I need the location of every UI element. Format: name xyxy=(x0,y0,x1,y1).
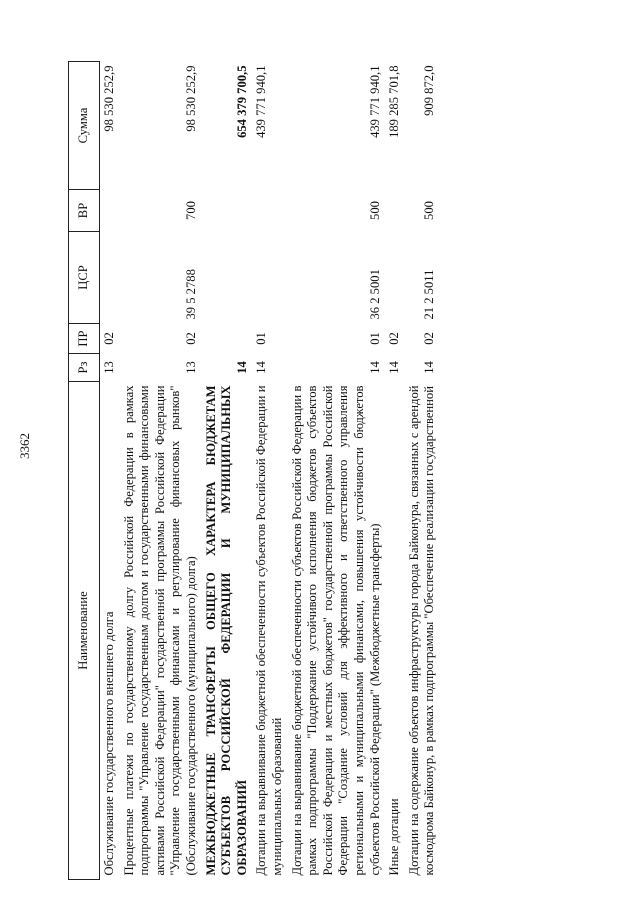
row-vr xyxy=(100,190,120,232)
row-sum: 98 530 252,9 xyxy=(102,65,116,132)
table-row xyxy=(252,62,287,880)
table-row xyxy=(100,62,120,880)
row-rz: 14 xyxy=(234,361,249,374)
header-pr: ПР xyxy=(69,324,100,354)
row-name: Процентные платежи по государственному долгу Российской Федерации в рамках подпрограммы "Управление государственным долгом и государственными финансовыми активами Российской Федерации" государственной программы Российской Федерации "Управление государственными финансами и регулирование финансовых рынков" (Обслуживание государственного (муниципального) долга) xyxy=(121,385,198,876)
row-rz: 14 xyxy=(254,361,269,374)
row-sum: 439 771 940,1 xyxy=(254,65,269,138)
row-vr: 500 xyxy=(367,201,382,220)
row-csr xyxy=(100,232,120,324)
table-row xyxy=(120,62,202,880)
row-name: Иные дотации xyxy=(387,798,402,876)
header-vr: ВР xyxy=(69,190,100,232)
row-vr xyxy=(385,190,405,232)
row-name: МЕЖБЮДЖЕТНЫЕ ТРАНСФЕРТЫ ОБЩЕГО ХАРАКТЕРА БЮДЖЕТАМ СУБЪЕКТОВ РОССИЙСКОЙ ФЕДЕРАЦИИ И МУНИЦИПАЛЬНЫХ ОБРАЗОВАНИЙ xyxy=(203,385,249,876)
table-row-section xyxy=(202,62,253,880)
row-sum: 98 530 252,9 xyxy=(183,65,198,132)
table-row xyxy=(405,62,440,880)
row-vr xyxy=(202,190,253,232)
row-name: Обслуживание государственного внешнего долга xyxy=(102,611,116,876)
header-csr: ЦСР xyxy=(69,232,100,324)
row-sum: 439 771 940,1 xyxy=(367,65,382,138)
row-csr xyxy=(202,232,253,324)
row-sum: 189 285 701,8 xyxy=(387,65,402,138)
row-csr: 36 2 5001 xyxy=(367,269,382,320)
row-rz: 14 xyxy=(387,361,402,374)
row-csr xyxy=(252,232,287,324)
header-sum: Сумма xyxy=(69,62,100,190)
rotated-page-content xyxy=(68,50,578,880)
row-pr: 02 xyxy=(183,332,198,345)
row-rz: 14 xyxy=(367,361,382,374)
row-name: Дотации на выравнивание бюджетной обеспеченности субъектов Российской Федерации и муниципальных образований xyxy=(254,385,284,876)
table-row xyxy=(385,62,405,880)
table-row xyxy=(288,62,386,880)
row-rz: 14 xyxy=(422,361,437,374)
page-number: 3362 xyxy=(17,433,32,459)
row-pr: 02 xyxy=(422,332,437,345)
row-sum: 654 379 700,5 xyxy=(234,65,249,138)
row-csr: 39 5 2788 xyxy=(183,269,198,320)
table-header-row xyxy=(69,62,100,880)
row-vr: 500 xyxy=(422,201,437,220)
row-name: Дотации на содержание объектов инфраструктуры города Байконура, связанных с арендой космодрома Байконур, в рамках подпрограммы "Обеспечение реализации государственной xyxy=(406,385,437,876)
header-name: Наименование xyxy=(69,382,100,880)
row-name: Дотации на выравнивание бюджетной обеспеченности субъектов Российской Федерации в рамках подпрограммы "Поддержание устойчивого исполнения бюджетов субъектов Российской Федерации и местных бюджетов" государственной программы Российской Федерации "Создание условий для эффективного и ответственного управления региональными и муниципальными финансами, повышения устойчивости бюджетов субъектов Российской Федерации" (Межбюджетные трансферты) xyxy=(289,385,382,876)
row-csr xyxy=(385,232,405,324)
row-pr: 01 xyxy=(367,332,382,345)
row-pr: 02 xyxy=(102,332,116,345)
row-vr xyxy=(252,190,287,232)
row-rz: 13 xyxy=(183,361,198,374)
row-pr: 02 xyxy=(387,332,402,345)
row-vr: 700 xyxy=(183,201,198,220)
row-pr: 01 xyxy=(254,332,269,345)
budget-table xyxy=(68,61,440,880)
row-rz: 13 xyxy=(102,361,116,374)
row-pr xyxy=(202,324,253,354)
row-csr: 21 2 5011 xyxy=(422,269,437,320)
row-sum: 909 872,0 xyxy=(422,65,437,116)
header-rz: Рз xyxy=(69,354,100,382)
